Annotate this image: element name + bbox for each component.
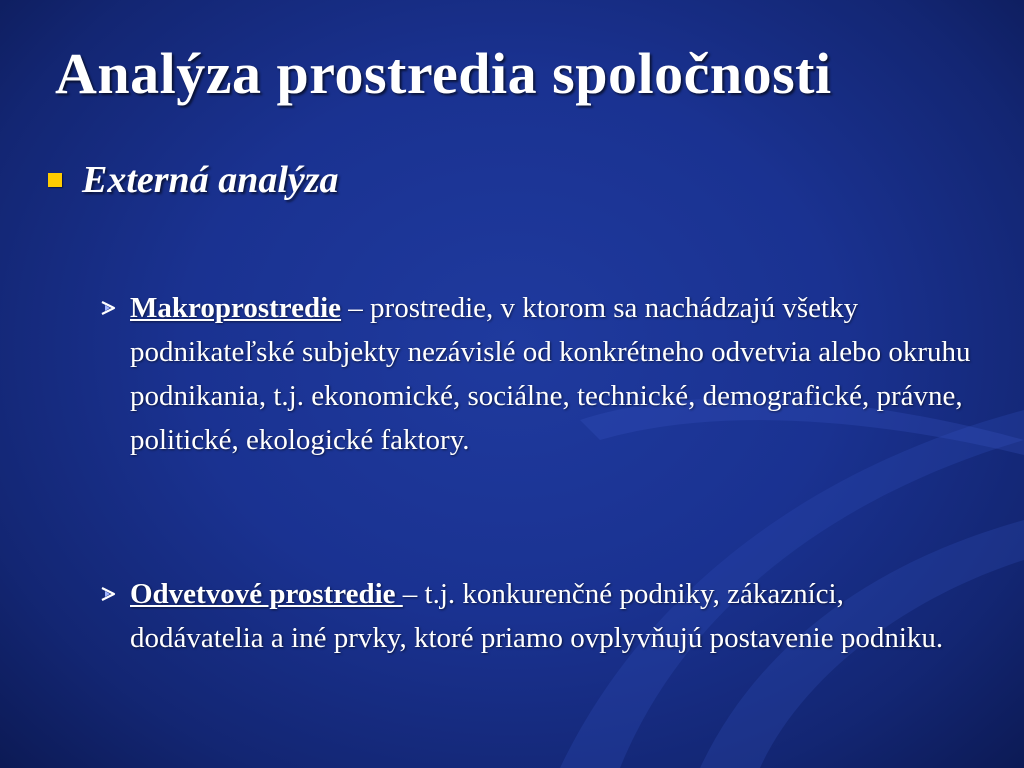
bullet-item-makroprostredie xyxy=(100,286,980,462)
square-bullet-icon xyxy=(48,173,62,187)
slide-title: Analýza prostredia spoločnosti xyxy=(55,41,832,106)
term-makroprostredie: Makroprostredie xyxy=(130,292,342,324)
bullet-item-text xyxy=(130,572,980,660)
arrow-bullet-icon xyxy=(100,286,130,330)
level1-bullet-text: Externá analýza xyxy=(82,159,339,201)
arrow-bullet-icon xyxy=(100,572,130,616)
bullet-item-text xyxy=(130,286,980,462)
definition-makroprostredie: – prostredie, v ktorom sa nachádzajú všetky podnikateľské subjekty nezávislé od konkrétneho odvetvia alebo okruhu podnikania, t.j. ekonomické, sociálne, technické, demografické, právne, politické, ekologické faktory. xyxy=(130,292,971,456)
definition-odvetvove-prostredie: – t.j. konkurenčné podniky, zákazníci, dodávatelia a iné prvky, ktoré priamo ovplyvňujú postavenie podniku. xyxy=(130,578,944,654)
term-odvetvove-prostredie: Odvetvové prostredie xyxy=(130,578,403,610)
level1-bullet-item xyxy=(48,158,339,202)
bullet-item-odvetvove-prostredie xyxy=(100,572,980,660)
